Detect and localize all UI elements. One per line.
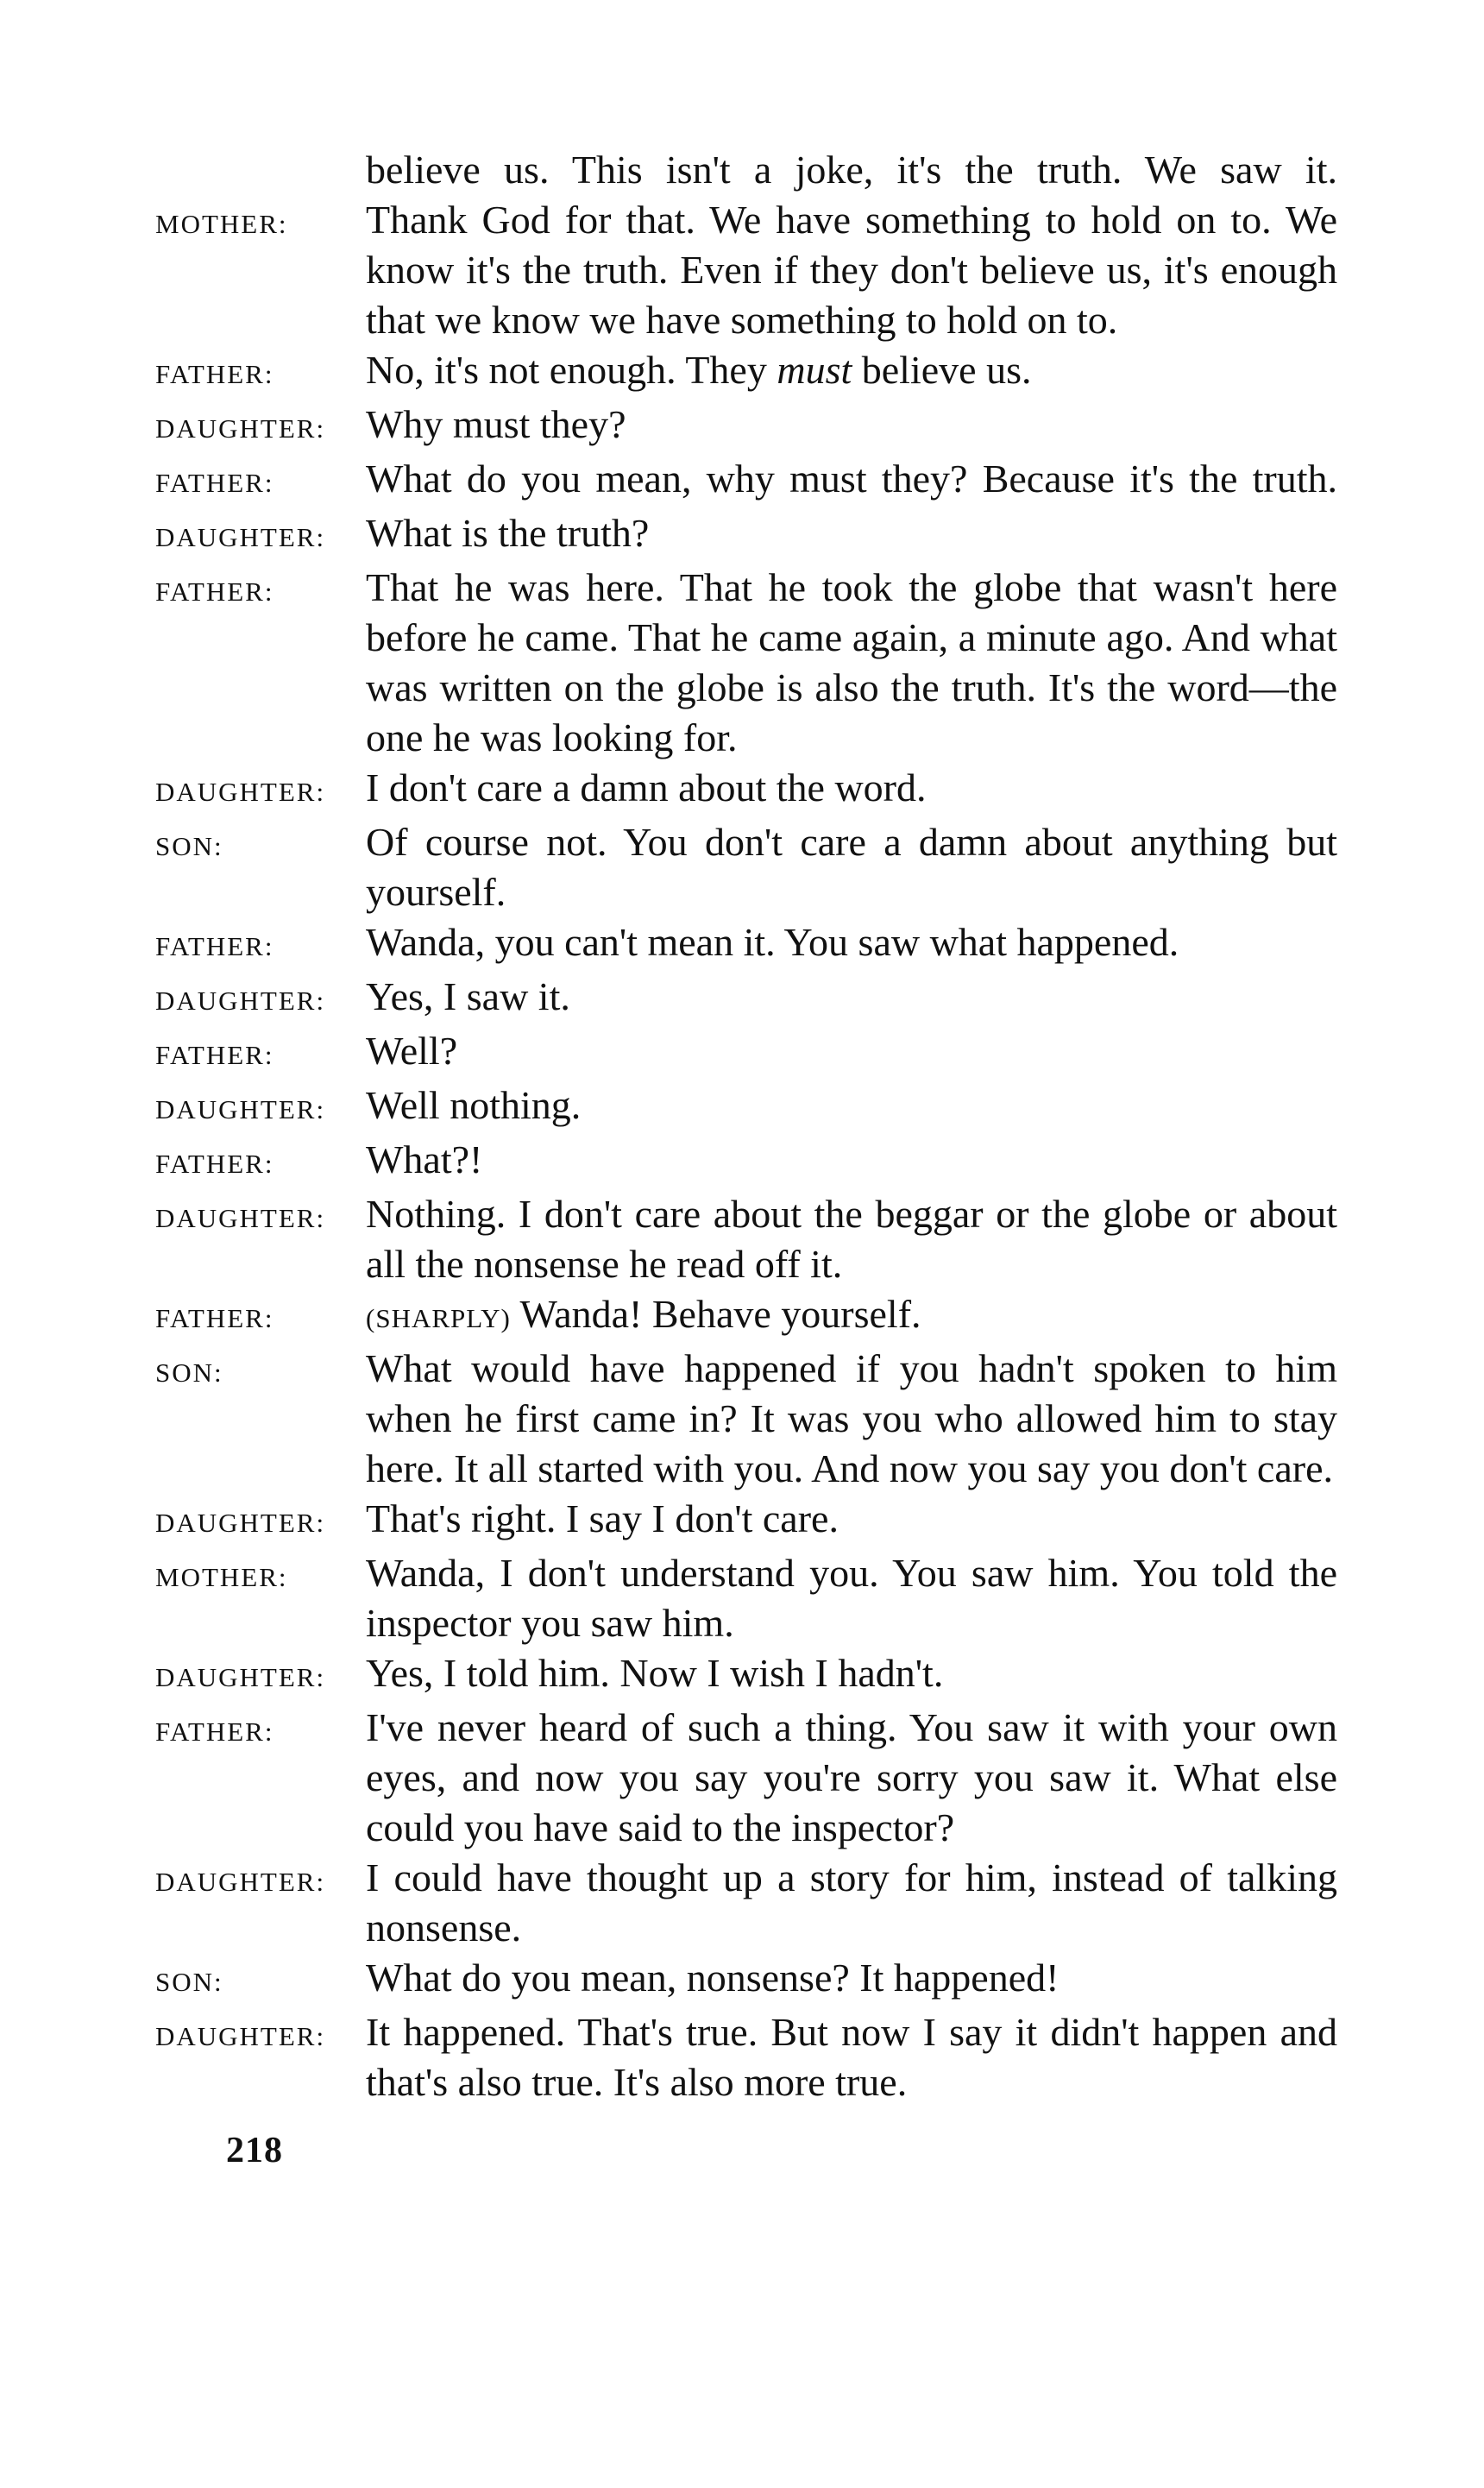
speaker-label: FATHER: — [155, 359, 274, 389]
dialogue-line — [155, 972, 1337, 1026]
dialogue-text: What would have happened if you hadn't spoken to him when he first came in? It was you who allowed him to stay here. It all started with you. And now you say you don't care. — [366, 1346, 1337, 1490]
speaker-label: FATHER: — [155, 1040, 274, 1070]
speaker-label: DAUGHTER: — [155, 1867, 326, 1897]
dialogue-text: Yes, I told him. Now I wish I hadn't. — [366, 1651, 944, 1695]
speaker-label: FATHER: — [155, 1303, 274, 1333]
speaker-label: MOTHER: — [155, 1562, 288, 1592]
dialogue-line — [155, 1953, 1337, 2007]
dialogue-text: I don't care a damn about the word. — [366, 765, 927, 809]
dialogue-text: Yes, I saw it. — [366, 974, 570, 1018]
dialogue-text: Why must they? — [366, 402, 626, 446]
dialogue-text: I could have thought up a story for him, instead of talking nonsense. — [366, 1855, 1337, 1949]
speaker-label: DAUGHTER: — [155, 522, 326, 552]
dialogue-text: What?! — [366, 1137, 483, 1181]
dialogue-line — [155, 508, 1337, 563]
dialogue-text: That's right. I say I don't care. — [366, 1496, 839, 1540]
speaker-label: DAUGHTER: — [155, 1662, 326, 1692]
speaker-label: DAUGHTER: — [155, 1508, 326, 1538]
dialogue-text: I've never heard of such a thing. You saw it with your own eyes, and now you say you're sorry you saw it. What else could you have said to the inspector? — [366, 1705, 1337, 1849]
speaker-label: FATHER: — [155, 576, 274, 607]
dialogue-text: What is the truth? — [366, 511, 650, 555]
dialogue-line — [155, 917, 1337, 972]
speaker-label: FATHER: — [155, 931, 274, 961]
speaker-label: DAUGHTER: — [155, 1203, 326, 1233]
speaker-label: DAUGHTER: — [155, 986, 326, 1016]
dialogue-line — [155, 2007, 1337, 2107]
stage-direction: (SHARPLY) — [366, 1303, 511, 1333]
speaker-label: SON: — [155, 831, 223, 861]
dialogue-line — [155, 345, 1337, 400]
dialogue-line — [155, 563, 1337, 763]
speaker-label: FATHER: — [155, 1716, 274, 1747]
dialogue-line — [155, 1494, 1337, 1548]
dialogue-line — [155, 1548, 1337, 1648]
speaker-label: FATHER: — [155, 468, 274, 498]
dialogue-text — [366, 345, 1337, 395]
dialogue-line — [155, 1344, 1337, 1494]
dialogue-text: Wanda, you can't mean it. You saw what happened. — [366, 920, 1179, 964]
dialogue-text: Thank God for that. We have something to hold on to. We know it's the truth. Even if they don't believe us, it's enough that we know we have something to hold on to. — [366, 198, 1337, 342]
dialogue-line — [155, 1853, 1337, 1953]
emphasis-text: must — [777, 348, 852, 392]
dialogue-text: It happened. That's true. But now I say it didn't happen and that's also true. It's also more true. — [366, 2010, 1337, 2104]
dialogue-line — [155, 817, 1337, 917]
dialogue-text: What do you mean, why must they? Because it's the truth. — [366, 457, 1337, 501]
speaker-label: FATHER: — [155, 1149, 274, 1179]
dialogue-line — [155, 1189, 1337, 1289]
dialogue-text: Of course not. You don't care a damn about anything but yourself. — [366, 820, 1337, 914]
speaker-label: MOTHER: — [155, 209, 288, 239]
speaker-label: DAUGHTER: — [155, 777, 326, 807]
dialogue-text — [366, 1289, 1337, 1344]
page-number: 218 — [226, 2131, 283, 2170]
dialogue-text: That he was here. That he took the globe that wasn't here before he came. That he came again, a minute ago. And what was written on the globe is also the truth. It's the word—the one he was looking for. — [366, 565, 1337, 759]
dialogue-line — [155, 145, 1337, 195]
dialogue-line — [155, 454, 1337, 508]
dialogue-text: Nothing. I don't care about the beggar or the globe or about all the nonsense he read off it. — [366, 1192, 1337, 1286]
dialogue-line — [155, 1648, 1337, 1703]
dialogue-text-part: believe us. — [852, 348, 1032, 392]
dialogue-text: What do you mean, nonsense? It happened! — [366, 1956, 1060, 2000]
dialogue-line — [155, 763, 1337, 817]
dialogue-text: Well nothing. — [366, 1083, 582, 1127]
dialogue-line — [155, 1080, 1337, 1135]
play-script — [155, 145, 1337, 2107]
speaker-label: DAUGHTER: — [155, 413, 326, 444]
dialogue-text: believe us. This isn't a joke, it's the truth. We saw it. — [366, 148, 1337, 192]
dialogue-line — [155, 195, 1337, 345]
dialogue-line — [155, 1026, 1337, 1080]
dialogue-text-part: No, it's not enough. They — [366, 348, 777, 392]
speaker-label: DAUGHTER: — [155, 2021, 326, 2051]
dialogue-line — [155, 400, 1337, 454]
dialogue-text: Well? — [366, 1029, 458, 1073]
speaker-label: SON: — [155, 1967, 223, 1997]
speaker-label: DAUGHTER: — [155, 1094, 326, 1124]
dialogue-text: Wanda, I don't understand you. You saw him. You told the inspector you saw him. — [366, 1551, 1337, 1645]
dialogue-line — [155, 1703, 1337, 1853]
dialogue-text-part: Wanda! Behave yourself. — [510, 1292, 921, 1336]
dialogue-line — [155, 1135, 1337, 1189]
dialogue-line — [155, 1289, 1337, 1344]
speaker-label: SON: — [155, 1357, 223, 1388]
